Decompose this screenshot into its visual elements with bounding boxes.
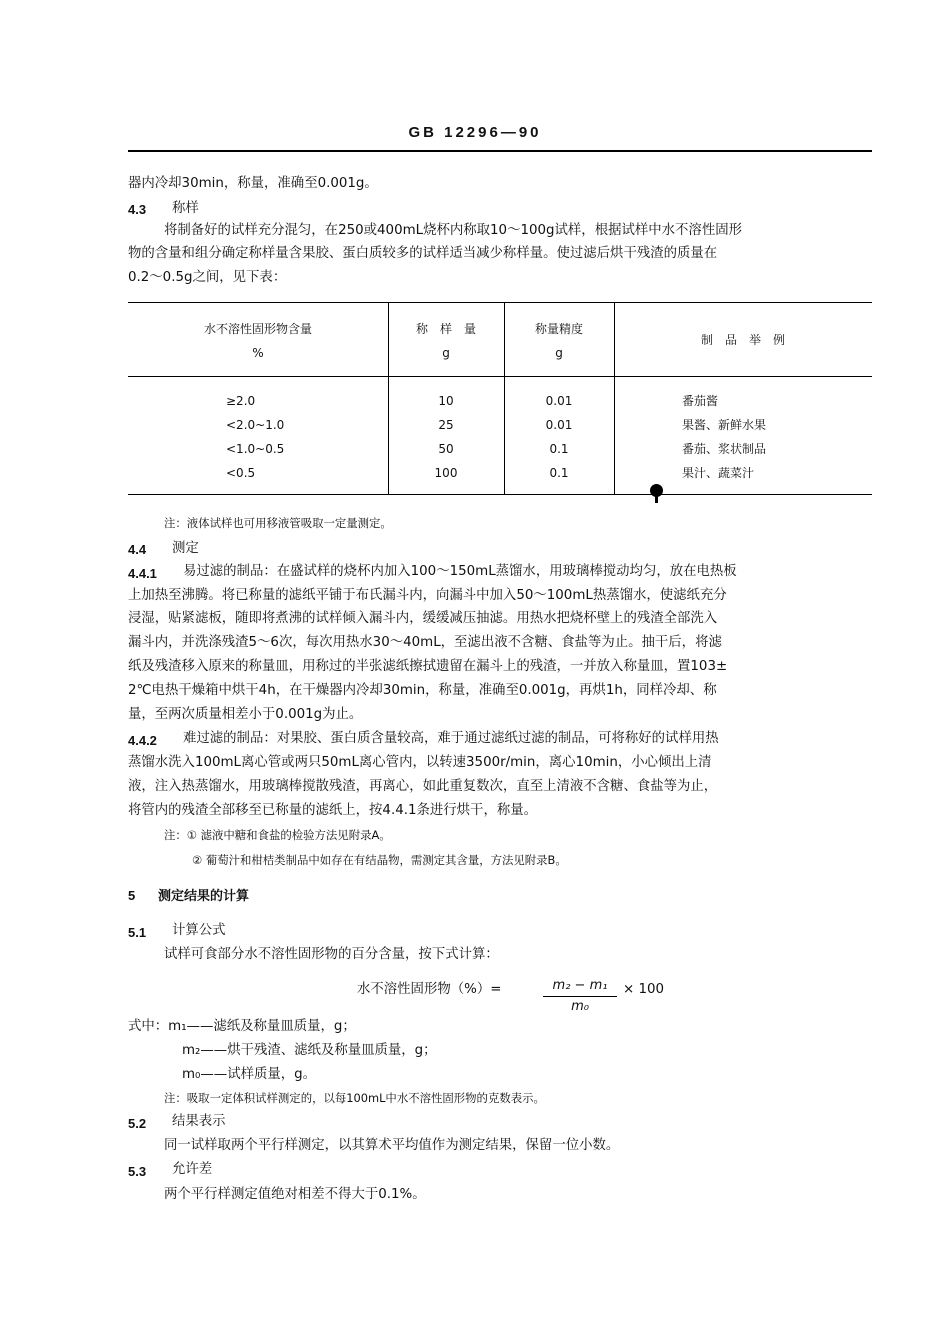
variable-definition: m₀——试样质量，g。	[182, 1067, 317, 1082]
formula-rhs: × 100	[623, 982, 665, 997]
formula-lhs: 水不溶性固形物（%）=	[357, 982, 502, 997]
table-cell: 25	[438, 418, 454, 432]
section-number: 5.2	[128, 1116, 147, 1131]
paragraph-line: 同一试样取两个平行样测定，以其算术平均值作为测定结果，保留一位小数。	[164, 1138, 620, 1153]
section-title: 计算公式	[172, 923, 226, 938]
section-title: 结果表示	[172, 1114, 226, 1129]
fraction-bar	[543, 996, 617, 997]
table-cell: 果酱、新鲜水果	[682, 418, 767, 432]
table-header-unit: g	[442, 346, 450, 360]
table-cell: 0.01	[545, 394, 573, 408]
table-header-cell: 水不溶性固形物含量	[203, 322, 312, 336]
table-header-rule	[128, 376, 872, 377]
table-cell: ≥2.0	[226, 394, 256, 408]
paragraph-line: 易过滤的制品：在盛试样的烧杯内加入100～150mL蒸馏水，用玻璃棒搅动均匀，放在电热板	[183, 564, 737, 579]
paragraph-line: 纸及残渣移入原来的称量皿，用称过的半张滤纸擦拭遗留在漏斗上的残渣，一并放入称量皿，置103±	[128, 659, 728, 674]
paragraph-line: 试样可食部分水不溶性固形物的百分含量，按下式计算：	[164, 947, 499, 962]
ink-blot-tail	[655, 494, 658, 503]
paragraph-line: 量，至两次质量相差小于0.001g为止。	[128, 707, 363, 722]
table-cell: 0.01	[545, 418, 573, 432]
paragraph-line: 蒸馏水洗入100mL离心管或两只50mL离心管内，以转速3500r/min，离心10min，小心倾出上清	[128, 755, 712, 770]
table-cell: 番茄、浆状制品	[682, 442, 767, 456]
section-title: 测定	[172, 541, 199, 556]
section-number: 5.3	[128, 1164, 147, 1179]
paragraph-line: 将管内的残渣全部移至已称量的滤纸上，按4.4.1条进行烘干，称量。	[128, 803, 538, 818]
section-title: 测定结果的计算	[158, 888, 250, 903]
table-cell: 100	[434, 466, 458, 480]
table-header-unit: g	[555, 346, 563, 360]
note-line: ② 葡萄汁和柑桔类制品中如存在有结晶物，需测定其含量，方法见附录B。	[192, 853, 567, 867]
table-header-cell: 称 样 量	[415, 322, 476, 336]
standard-number-header: GB 12296—90	[408, 124, 542, 141]
variable-definition: m₂——烘干残渣、滤纸及称量皿质量，g；	[182, 1043, 437, 1058]
table-cell: <2.0~1.0	[226, 418, 285, 432]
paragraph-line: 2℃电热干燥箱中烘干4h，在干燥器内冷却30min，称量，准确至0.001g，再烘1h，同样冷却、称	[128, 683, 717, 698]
formula-denominator: m₀	[571, 999, 589, 1014]
table-cell: 番茄酱	[682, 394, 719, 408]
table-header-cell: 制 品 举 例	[700, 333, 785, 347]
paragraph-line: 上加热至沸腾。将已称量的滤纸平铺于布氏漏斗内，向漏斗中加入50～100mL热蒸馏水，使滤纸充分	[128, 588, 727, 603]
paragraph-line: 两个平行样测定值绝对相差不得大于0.1%。	[164, 1187, 426, 1202]
paragraph-line: 器内冷却30min，称量，准确至0.001g。	[128, 176, 378, 191]
paragraph-line: 浸湿，贴紧滤板，随即将煮沸的试样倾入漏斗内，缓缓减压抽滤。用热水把烧杯壁上的残渣全部洗入	[128, 611, 718, 626]
variable-definition: 式中：m₁——滤纸及称量皿质量，g；	[128, 1019, 356, 1034]
paragraph-line: 将制备好的试样充分混匀，在250或400mL烧杯内称取10～100g试样，根据试样中水不溶性固形	[164, 223, 742, 238]
section-number: 5	[128, 888, 136, 903]
section-number: 4.3	[128, 202, 147, 217]
table-cell: 果汁、蔬菜汁	[682, 466, 755, 480]
paragraph-line: 0.2～0.5g之间，见下表：	[128, 270, 287, 285]
table-header-cell: 称量精度	[534, 322, 583, 336]
note-line: 注：① 滤液中糖和食盐的检验方法见附录A。	[164, 828, 391, 842]
note-line: 注：吸取一定体积试样测定的，以每100mL中水不溶性固形物的克数表示。	[164, 1091, 545, 1105]
section-number: 5.1	[128, 925, 147, 940]
section-number: 4.4	[128, 542, 147, 557]
table-cell: <1.0~0.5	[226, 442, 285, 456]
table-cell: 10	[438, 394, 454, 408]
table-cell: 0.1	[549, 442, 569, 456]
table-cell: 50	[438, 442, 454, 456]
formula-fraction	[543, 978, 617, 1015]
table-bottom-rule	[128, 494, 872, 495]
paragraph-line: 物的含量和组分确定称样量含果胶、蛋白质较多的试样适当减少称样量。使过滤后烘干残渣的质量在	[128, 246, 718, 261]
paragraph-line: 难过滤的制品：对果胶、蛋白质含量较高，难于通过滤纸过滤的制品，可将称好的试样用热	[183, 731, 719, 746]
section-title: 允许差	[172, 1162, 213, 1177]
paragraph-line: 漏斗内，并洗涤残渣5～6次，每次用热水30～40mL，至滤出液不含糖、食盐等为止。抽干后，将滤	[128, 635, 722, 650]
table-cell: <0.5	[226, 466, 256, 480]
table-top-rule	[128, 302, 872, 303]
paragraph-line: 液，注入热蒸馏水，用玻璃棒搅散残渣，再离心，如此重复数次，直至上清液不含糖、食盐等为止，	[128, 779, 718, 794]
header-rule	[128, 150, 872, 152]
section-title: 称样	[172, 201, 199, 216]
table-note: 注：液体试样也可用移液管吸取一定量测定。	[164, 516, 392, 530]
table-header-unit: %	[252, 346, 264, 360]
section-number: 4.4.1	[128, 566, 157, 581]
formula-numerator: m₂ − m₁	[552, 978, 608, 993]
table-cell: 0.1	[549, 466, 569, 480]
section-number: 4.4.2	[128, 733, 157, 748]
